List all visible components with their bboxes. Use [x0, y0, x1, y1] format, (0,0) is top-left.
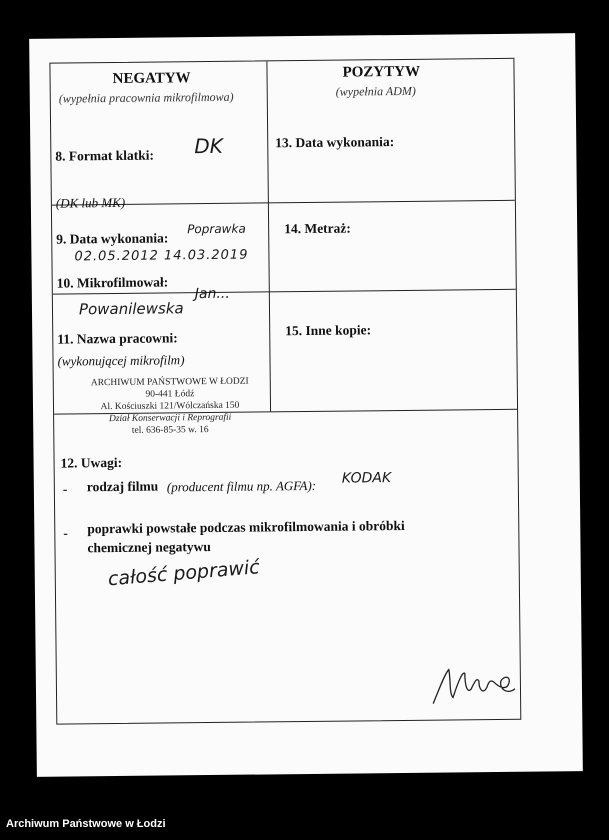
remarks-bullet-2: - — [63, 525, 68, 541]
stamp-line: Dział Konserwacji i Reprografii — [108, 412, 232, 425]
remarks-label: 12. Uwagi: — [60, 454, 123, 471]
pozytyw-subtitle: (wypełnia ADM) — [335, 83, 416, 99]
archive-stamp — [70, 375, 271, 437]
stamp-line: tel. 636-85-35 w. 16 — [131, 425, 209, 436]
date-label: 9. Data wykonania: — [56, 230, 169, 247]
pozytyw-date-label: 13. Data wykonania: — [275, 134, 395, 151]
metraz-label: 14. Metraż: — [284, 220, 351, 237]
form-frame — [49, 58, 521, 725]
studio-name-label: 11. Nazwa pracowni: — [57, 330, 178, 347]
archive-footer: Archiwum Państwowe w Łodzi — [6, 818, 166, 830]
format-value: DK — [194, 133, 223, 159]
date-correction-note: Poprawka — [187, 221, 246, 237]
stamp-line: Al. Kościuszki 121/Wólczańska 150 — [100, 400, 240, 413]
corrections-note: całość poprawić — [107, 556, 261, 591]
film-type-hint: (producent filmu np. AGFA): — [166, 477, 317, 495]
film-type-label: rodzaj filmu — [86, 478, 159, 495]
corrections-line-2: chemicznej negatywu — [87, 539, 211, 556]
microfilm-form-card — [29, 33, 583, 777]
column-divider — [266, 61, 271, 411]
stamp-line: ARCHIWUM PAŃSTWOWE W ŁODZI — [90, 376, 249, 389]
format-hint: (DK lub MK) — [55, 194, 126, 211]
approval-signature-icon — [429, 659, 520, 712]
pozytyw-title: POZYTYW — [342, 63, 421, 81]
format-label: 8. Format klatki: — [55, 147, 155, 164]
studio-name-hint: (wykonującej mikrofilm) — [57, 352, 185, 369]
operator-label: 10. Mikrofilmował: — [56, 274, 169, 291]
negatyw-title: NEGATYW — [112, 70, 191, 88]
film-type-value: KODAK — [341, 470, 392, 487]
date-value: 02.05.2012 14.03.2019 — [74, 247, 249, 265]
operator-signature: Jan... — [194, 285, 230, 303]
other-copies-label: 15. Inne kopie: — [285, 322, 372, 339]
stamp-line: 90-441 Łódź — [145, 389, 195, 400]
negatyw-subtitle: (wypełnia pracownia mikrofilmowa) — [58, 89, 234, 106]
operator-name: Powanilewska — [78, 299, 184, 319]
remarks-bullet-1: - — [62, 481, 68, 497]
corrections-line-1: poprawki powstałe podczas mikrofilmowania i obróbki — [87, 517, 405, 537]
